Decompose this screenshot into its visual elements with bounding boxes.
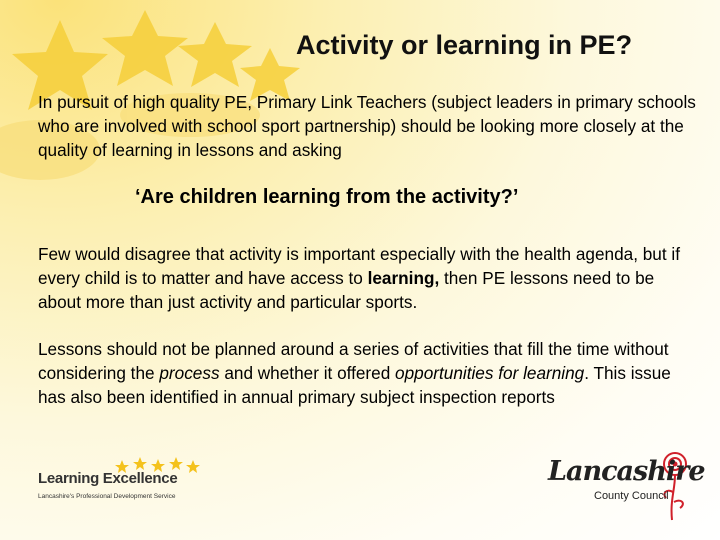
slide-title: Activity or learning in PE? <box>296 30 633 60</box>
activity-paragraph-text-end: then PE lessons need to be about more than just activity and particular sports. <box>38 268 655 312</box>
star-icon <box>178 22 252 87</box>
lessons-text-3: . This issue has also been identified in annual primary subject inspection reports <box>38 363 671 407</box>
lancashire-wordmark: Lancashire <box>548 456 705 487</box>
key-question: ‘Are children learning from the activity?’ <box>135 186 519 208</box>
process-emphasis: process <box>159 363 220 383</box>
lessons-text-2: and whether it offered <box>219 363 396 383</box>
learning-excellence-subtitle: Lancashire's Professional Development Service <box>38 493 176 500</box>
opportunities-emphasis: opportunities for learning <box>395 363 585 383</box>
intro-paragraph: In pursuit of high quality PE, Primary Link Teachers (subject leaders in primary schools who are involved with school sport partnership) should be looking more closely at the quality of learning in lessons and asking <box>38 92 696 160</box>
lessons-text-1: Lessons should not be planned around a series of activities that fill the time without considering the <box>38 339 669 383</box>
star-icon <box>102 10 188 86</box>
lancashire-county-council-logo <box>544 450 705 525</box>
activity-paragraph <box>38 242 698 314</box>
activity-paragraph-text: Few would disagree that activity is important especially with the health agenda, but if every child is to matter and have access to <box>38 244 681 288</box>
county-council-label: County Council <box>594 490 669 502</box>
learning-emphasis: learning, <box>367 268 440 288</box>
learning-excellence-logo <box>36 456 176 508</box>
learning-excellence-title: Learning Excellence <box>38 470 178 487</box>
lessons-paragraph <box>38 337 698 409</box>
